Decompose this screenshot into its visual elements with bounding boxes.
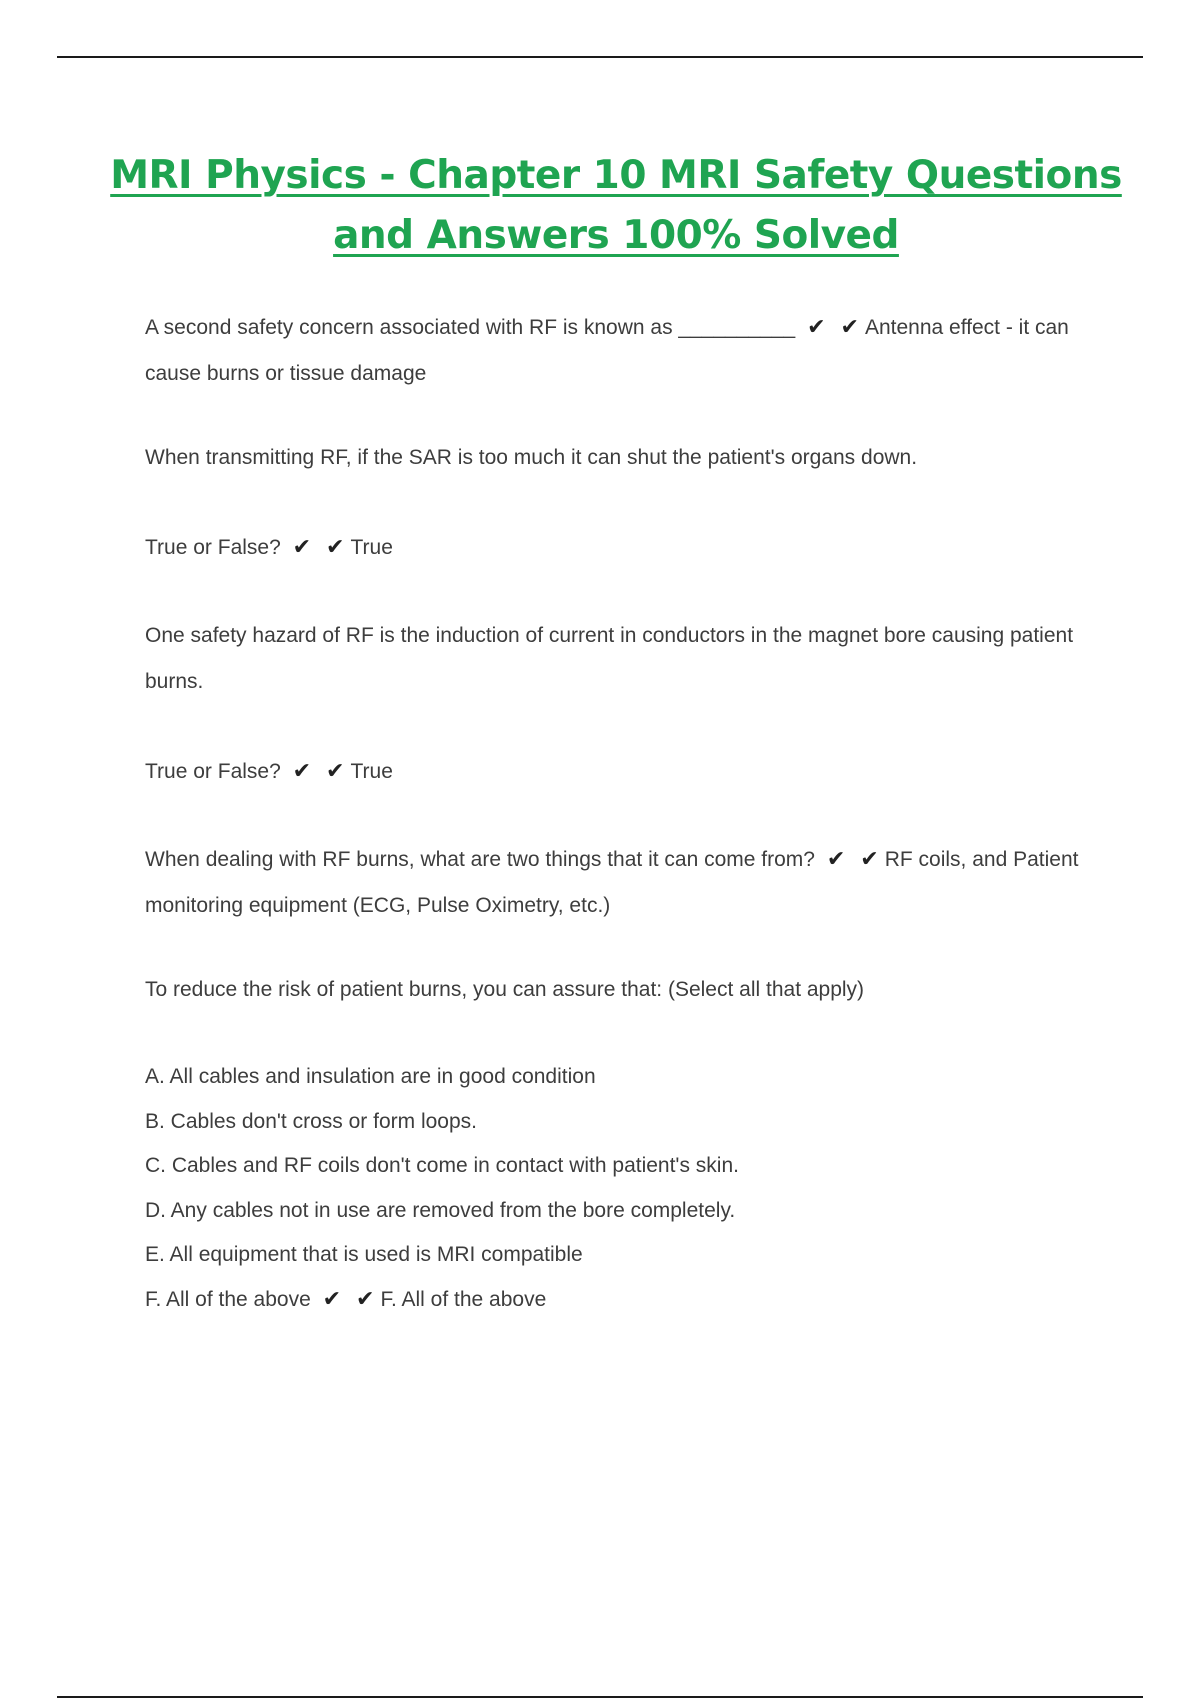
double-check-icon: ✔ ✔: [826, 847, 883, 872]
double-check-icon: ✔ ✔: [807, 315, 863, 340]
option-d: D. Any cables not in use are removed from the bore completely.: [145, 1198, 736, 1222]
header-rule: [57, 56, 1143, 58]
document-title: [100, 146, 1132, 266]
answer-text: True: [350, 536, 393, 559]
question-text: True or False?: [145, 536, 281, 559]
question-text: When dealing with RF burns, what are two things that it can come from?: [145, 848, 815, 871]
option-b: B. Cables don't cross or form loops.: [145, 1109, 477, 1133]
qa-item-2: [145, 435, 1085, 571]
double-check-icon: ✔ ✔: [322, 1286, 379, 1312]
statement-text: When transmitting RF, if the SAR is too much it can shut the patient's organs down.: [145, 446, 918, 469]
answer-text: Antenna effect - it can cause burns or tissue damage: [145, 316, 1069, 385]
qa-item-4: [145, 837, 1085, 929]
question-text: To reduce the risk of patient burns, you can assure that: (Select all that apply): [145, 978, 865, 1001]
answer-text: RF coils, and Patient monitoring equipment (ECG, Pulse Oximetry, etc.): [145, 848, 1079, 917]
statement-text: One safety hazard of RF is the induction of current in conductors in the magnet bore causing patient burns.: [145, 624, 1074, 693]
option-a: A. All cables and insulation are in good condition: [145, 1065, 596, 1088]
title-line-1: MRI Physics - Chapter 10 MRI Safety Questions: [110, 153, 1122, 198]
options-list: [145, 1055, 1085, 1322]
question-text: A second safety concern associated with RF is known as __________: [145, 316, 796, 339]
question-text: True or False?: [145, 760, 281, 783]
qa-item-1: [145, 305, 1085, 397]
title-line-2: and Answers 100% Solved: [333, 213, 899, 258]
qa-content: [145, 305, 1085, 1364]
double-check-icon: ✔ ✔: [292, 759, 349, 784]
qa-item-5: [145, 967, 1085, 1322]
option-f-text: F. All of the above: [145, 1287, 311, 1311]
qa-item-3: [145, 613, 1085, 795]
answer-text: F. All of the above: [380, 1287, 547, 1311]
answer-text: True: [350, 760, 393, 783]
option-e: E. All equipment that is used is MRI compatible: [145, 1243, 583, 1266]
double-check-icon: ✔ ✔: [292, 535, 349, 560]
option-c: C. Cables and RF coils don't come in contact with patient's skin.: [145, 1154, 739, 1177]
option-f: [145, 1278, 1085, 1323]
footer-rule: [57, 1696, 1143, 1698]
